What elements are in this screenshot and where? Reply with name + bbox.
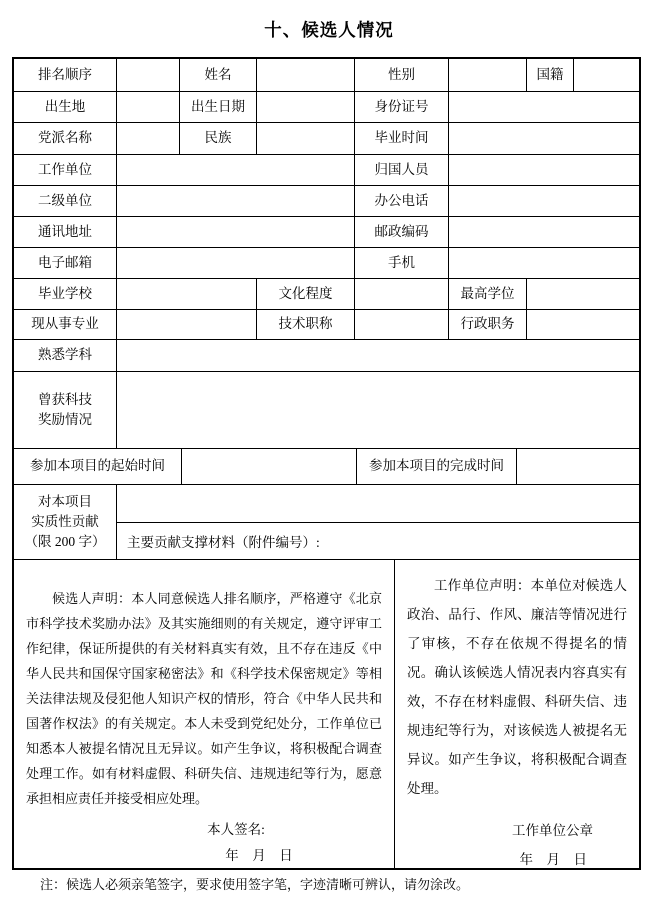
label-contribution [14,485,117,559]
input-mobile[interactable] [449,248,639,278]
input-contribution[interactable] [117,485,639,523]
input-secondary-unit[interactable] [117,186,355,216]
label-contribution-line1: 对本项目 [38,494,92,509]
input-gender[interactable] [449,59,527,91]
input-graduation-time[interactable] [449,123,639,154]
label-contribution-line3: （限 200 字） [24,534,106,549]
page-title: 十、候选人情况 [264,20,394,40]
candidate-date-label: 年 月 日 [225,847,293,863]
table-row [14,186,639,217]
input-office-phone[interactable] [449,186,639,216]
contribution-right-area [117,485,639,559]
label-graduation-time: 毕业时间 [355,123,449,154]
table-row [14,59,639,92]
candidate-declaration-cell [14,560,395,868]
label-graduation-school: 毕业学校 [14,279,117,309]
input-graduation-school[interactable] [117,279,257,309]
label-project-start-time: 参加本项目的起始时间 [14,449,182,484]
label-party: 党派名称 [14,123,117,154]
table-row [14,449,639,485]
declaration-row [14,560,639,868]
label-nationality: 国籍 [527,59,574,91]
table-row [14,123,639,155]
label-project-end-time: 参加本项目的完成时间 [357,449,517,484]
candidate-signature-label: 本人签名: [207,822,265,837]
table-row [14,279,639,310]
input-current-specialty[interactable] [117,310,257,339]
label-awards-line1: 曾获科技 [38,392,92,407]
input-name[interactable] [257,59,355,91]
label-highest-degree: 最高学位 [449,279,527,309]
input-postal-code[interactable] [449,217,639,247]
input-technical-title[interactable] [355,310,449,339]
footnote: 注：候选人必须亲笔签字，要求使用签字笔，字迹清晰可辨认，请勿涂改。 [40,877,470,892]
input-party[interactable] [117,123,180,154]
input-project-end-time[interactable] [517,449,639,484]
employer-seal-label: 工作单位公章 [512,823,593,838]
label-postal-code: 邮政编码 [355,217,449,247]
label-awards [14,372,117,448]
input-awards[interactable] [117,372,639,448]
label-ethnicity: 民族 [180,123,257,154]
label-admin-duty: 行政职务 [449,310,527,339]
support-material-cell[interactable] [117,523,639,559]
table-row [14,485,639,560]
table-row [14,340,639,372]
input-returnee[interactable] [449,155,639,185]
employer-declaration-text: 工作单位声明：本单位对候选人政治、品行、作风、廉洁等情况进行了审核，不存在依规不得提名的情况。确认该候选人情况表内容真实有效，不存在材料虚假、科研失信、违规违纪等行为，对该候选人被提名无异议。如产生争议，将积极配合调查处理。 [407,578,627,796]
label-technical-title: 技术职称 [257,310,355,339]
employer-date-label: 年 月 日 [519,851,587,867]
table-row [14,248,639,279]
input-id-number[interactable] [449,92,639,122]
label-email: 电子邮箱 [14,248,117,278]
employer-declaration-cell [395,560,639,868]
label-name: 姓名 [180,59,257,91]
table-row [14,372,639,449]
input-familiar-subjects[interactable] [117,340,639,371]
input-email[interactable] [117,248,355,278]
input-work-unit[interactable] [117,155,355,185]
label-education-level: 文化程度 [257,279,355,309]
label-birthplace: 出生地 [14,92,117,122]
label-birth-date: 出生日期 [180,92,257,122]
label-support-material: 主要贡献支撑材料（附件编号）: [127,535,320,550]
label-current-specialty: 现从事专业 [14,310,117,339]
label-rank: 排名顺序 [14,59,117,91]
label-gender: 性别 [355,59,449,91]
table-row [14,155,639,186]
input-education-level[interactable] [355,279,449,309]
input-birthplace[interactable] [117,92,180,122]
label-familiar-subjects: 熟悉学科 [14,340,117,371]
table-row [14,310,639,340]
label-office-phone: 办公电话 [355,186,449,216]
candidate-info-table [12,57,641,870]
label-id-number: 身份证号 [355,92,449,122]
input-admin-duty[interactable] [527,310,639,339]
label-contribution-line2: 实质性贡献 [31,514,99,529]
input-highest-degree[interactable] [527,279,639,309]
table-row [14,92,639,123]
label-returnee: 归国人员 [355,155,449,185]
label-work-unit: 工作单位 [14,155,117,185]
input-ethnicity[interactable] [257,123,355,154]
label-mailing-address: 通讯地址 [14,217,117,247]
input-rank[interactable] [117,59,180,91]
input-mailing-address[interactable] [117,217,355,247]
input-nationality[interactable] [574,59,639,91]
label-secondary-unit: 二级单位 [14,186,117,216]
input-birth-date[interactable] [257,92,355,122]
label-mobile: 手机 [355,248,449,278]
table-row [14,217,639,248]
input-project-start-time[interactable] [182,449,357,484]
label-awards-line2: 奖励情况 [38,412,92,427]
candidate-declaration-text: 候选人声明：本人同意候选人排名顺序，严格遵守《北京市科学技术奖励办法》及其实施细则的有关规定，遵守评审工作纪律，保证所提供的有关材料真实有效，且不存在违反《中华人民共和国保守国家秘密法》和《科学技术保密规定》等相关法律法规及侵犯他人知识产权的情形，符合《中华人民共和国著作权法》的有关规定。本人未受到党纪处分，工作单位已知悉本人被提名情况且无异议。如产生争议，将积极配合调查处理工作。如有材料虚假、科研失信、违规违纪等行为，愿意承担相应责任并接受相应处理。 [26,591,382,806]
